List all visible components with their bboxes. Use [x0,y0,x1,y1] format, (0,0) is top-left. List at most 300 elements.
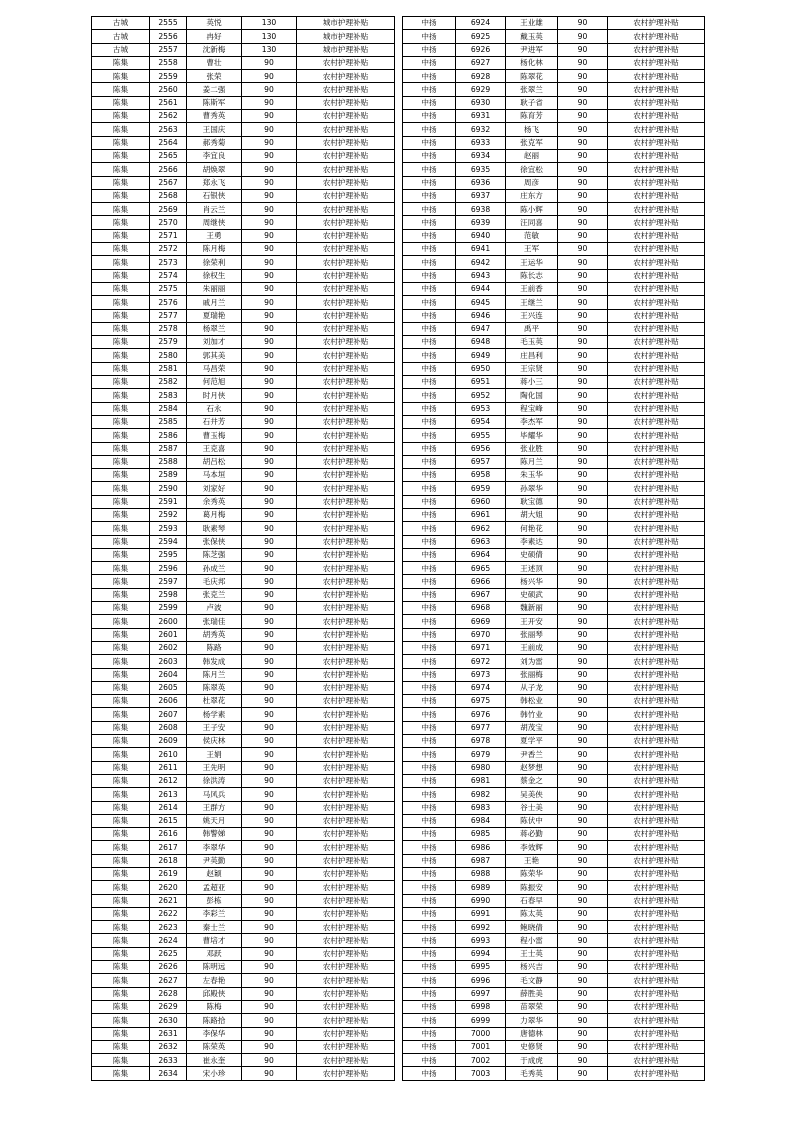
name-cell: 秦士兰 [187,921,242,934]
amount-cell: 90 [558,216,608,229]
town-cell: 中扬 [403,163,456,176]
town-cell: 中扬 [403,1067,456,1080]
table-row [403,575,705,588]
serial-number-cell: 6982 [456,788,506,801]
town-cell: 中扬 [403,921,456,934]
subsidy-type-cell: 农村护理补贴 [297,894,395,907]
subsidy-type-cell: 农村护理补贴 [608,961,705,974]
table-row [403,30,705,43]
table-row [403,469,705,482]
town-cell: 陈集 [92,362,150,375]
town-cell: 中扬 [403,907,456,920]
serial-number-cell: 6977 [456,721,506,734]
subsidy-type-cell: 农村护理补贴 [608,761,705,774]
town-cell: 中扬 [403,43,456,56]
serial-number-cell: 6967 [456,588,506,601]
town-cell: 中扬 [403,442,456,455]
subsidy-type-cell: 农村护理补贴 [608,774,705,787]
subsidy-type-cell: 农村护理补贴 [608,56,705,69]
table-row [403,1027,705,1040]
name-cell: 陈斯军 [187,96,242,109]
town-cell: 中扬 [403,695,456,708]
table-row [92,907,395,920]
subsidy-type-cell: 农村护理补贴 [297,256,395,269]
serial-number-cell: 6960 [456,495,506,508]
serial-number-cell: 6981 [456,774,506,787]
amount-cell: 90 [558,1054,608,1067]
table-row [403,641,705,654]
town-cell: 陈集 [92,243,150,256]
serial-number-cell: 2621 [150,894,187,907]
serial-number-cell: 6931 [456,110,506,123]
name-cell: 魏新丽 [506,602,558,615]
name-cell: 刘为雷 [506,655,558,668]
town-cell: 陈集 [92,56,150,69]
serial-number-cell: 6946 [456,309,506,322]
subsidy-type-cell: 农村护理补贴 [608,189,705,202]
town-cell: 陈集 [92,828,150,841]
serial-number-cell: 6944 [456,282,506,295]
amount-cell: 90 [558,535,608,548]
town-cell: 中扬 [403,868,456,881]
amount-cell: 90 [558,455,608,468]
subsidy-type-cell: 农村护理补贴 [297,282,395,295]
town-cell: 中扬 [403,136,456,149]
subsidy-type-cell: 农村护理补贴 [297,868,395,881]
name-cell: 王宗贤 [506,362,558,375]
subsidy-type-cell: 农村护理补贴 [608,482,705,495]
name-cell: 周继侠 [187,216,242,229]
name-cell: 张克兰 [187,588,242,601]
town-cell: 陈集 [92,83,150,96]
table-row [403,735,705,748]
name-cell: 毛秀英 [506,1067,558,1080]
table-row [403,961,705,974]
subsidy-type-cell: 农村护理补贴 [297,362,395,375]
subsidy-type-cell: 农村护理补贴 [608,1040,705,1053]
serial-number-cell: 6948 [456,336,506,349]
serial-number-cell: 6926 [456,43,506,56]
amount-cell: 90 [242,123,297,136]
name-cell: 马风兵 [187,788,242,801]
name-cell: 李素达 [506,535,558,548]
town-cell: 中扬 [403,149,456,162]
name-cell: 邓跃 [187,947,242,960]
serial-number-cell: 2581 [150,362,187,375]
subsidy-type-cell: 农村护理补贴 [608,615,705,628]
serial-number-cell: 2591 [150,495,187,508]
town-cell: 陈集 [92,628,150,641]
subsidy-type-cell: 农村护理补贴 [297,841,395,854]
amount-cell: 90 [558,43,608,56]
amount-cell: 90 [242,748,297,761]
subsidy-type-cell: 农村护理补贴 [608,136,705,149]
name-cell: 徐荣利 [187,256,242,269]
serial-number-cell: 2562 [150,110,187,123]
serial-number-cell: 2568 [150,189,187,202]
serial-number-cell: 2558 [150,56,187,69]
amount-cell: 90 [242,708,297,721]
town-cell: 中扬 [403,628,456,641]
table-row [92,774,395,787]
subsidy-type-cell: 农村护理补贴 [608,508,705,521]
table-row [403,83,705,96]
name-cell: 王业雄 [506,17,558,30]
name-cell: 张丽梅 [506,668,558,681]
name-cell: 杨翠兰 [187,322,242,335]
subsidy-type-cell: 农村护理补贴 [297,216,395,229]
subsidy-type-cell: 农村护理补贴 [608,256,705,269]
table-row [92,30,395,43]
subsidy-type-cell: 农村护理补贴 [608,336,705,349]
town-cell: 中扬 [403,668,456,681]
table-row [403,1067,705,1080]
town-cell: 陈集 [92,708,150,721]
town-cell: 中扬 [403,429,456,442]
name-cell: 余秀英 [187,495,242,508]
town-cell: 中扬 [403,256,456,269]
town-cell: 陈集 [92,774,150,787]
serial-number-cell: 6952 [456,389,506,402]
serial-number-cell: 6938 [456,203,506,216]
amount-cell: 90 [242,774,297,787]
subsidy-type-cell: 农村护理补贴 [608,668,705,681]
name-cell: 王述顶 [506,562,558,575]
name-cell: 徐洪涛 [187,774,242,787]
town-cell: 陈集 [92,854,150,867]
table-row [92,123,395,136]
name-cell: 朱丽丽 [187,282,242,295]
town-cell: 中扬 [403,83,456,96]
amount-cell: 90 [558,801,608,814]
table-row [92,110,395,123]
subsidy-type-cell: 农村护理补贴 [608,1054,705,1067]
amount-cell: 90 [558,828,608,841]
amount-cell: 90 [558,402,608,415]
name-cell: 李效辉 [506,841,558,854]
town-cell: 陈集 [92,1014,150,1027]
town-cell: 中扬 [403,801,456,814]
subsidy-type-cell: 农村护理补贴 [297,349,395,362]
amount-cell: 90 [558,562,608,575]
table-row [403,655,705,668]
amount-cell: 90 [242,894,297,907]
town-cell: 中扬 [403,708,456,721]
town-cell: 中扬 [403,788,456,801]
amount-cell: 90 [242,721,297,734]
amount-cell: 90 [242,83,297,96]
town-cell: 中扬 [403,362,456,375]
town-cell: 中扬 [403,934,456,947]
amount-cell: 90 [558,615,608,628]
subsidy-type-cell: 农村护理补贴 [608,389,705,402]
serial-number-cell: 2574 [150,269,187,282]
town-cell: 中扬 [403,322,456,335]
amount-cell: 90 [242,987,297,1000]
serial-number-cell: 6934 [456,149,506,162]
table-row [92,442,395,455]
table-row [92,309,395,322]
subsidy-type-cell: 农村护理补贴 [608,841,705,854]
table-row [403,136,705,149]
amount-cell: 90 [558,296,608,309]
amount-cell: 90 [242,415,297,428]
name-cell: 陈月兰 [187,668,242,681]
serial-number-cell: 2623 [150,921,187,934]
subsidy-type-cell: 农村护理补贴 [297,681,395,694]
town-cell: 中扬 [403,1027,456,1040]
subsidy-type-cell: 农村护理补贴 [297,1000,395,1013]
town-cell: 陈集 [92,389,150,402]
table-row [92,854,395,867]
left-subsidy-table [91,16,395,1081]
subsidy-type-cell: 农村护理补贴 [608,149,705,162]
town-cell: 中扬 [403,455,456,468]
subsidy-type-cell: 农村护理补贴 [608,309,705,322]
table-row [403,455,705,468]
table-row [403,1054,705,1067]
name-cell: 王群方 [187,801,242,814]
name-cell: 史修贤 [506,1040,558,1053]
subsidy-type-cell: 农村护理补贴 [297,548,395,561]
town-cell: 陈集 [92,761,150,774]
name-cell: 王兴连 [506,309,558,322]
amount-cell: 90 [242,841,297,854]
amount-cell: 130 [242,43,297,56]
serial-number-cell: 6970 [456,628,506,641]
subsidy-type-cell: 农村护理补贴 [608,322,705,335]
serial-number-cell: 2602 [150,641,187,654]
serial-number-cell: 6968 [456,602,506,615]
subsidy-type-cell: 农村护理补贴 [608,1027,705,1040]
serial-number-cell: 6999 [456,1014,506,1027]
amount-cell: 90 [242,70,297,83]
name-cell: 石银侠 [187,189,242,202]
subsidy-type-cell: 农村护理补贴 [297,974,395,987]
subsidy-type-cell: 农村护理补贴 [608,814,705,827]
table-row [92,668,395,681]
name-cell: 陈长志 [506,269,558,282]
serial-number-cell: 2617 [150,841,187,854]
subsidy-type-cell: 农村护理补贴 [297,668,395,681]
name-cell: 何艳花 [506,522,558,535]
town-cell: 陈集 [92,256,150,269]
amount-cell: 90 [558,256,608,269]
subsidy-type-cell: 农村护理补贴 [608,203,705,216]
table-row [92,588,395,601]
town-cell: 中扬 [403,881,456,894]
town-cell: 中扬 [403,415,456,428]
serial-number-cell: 6996 [456,974,506,987]
subsidy-type-cell: 农村护理补贴 [608,269,705,282]
table-row [92,721,395,734]
town-cell: 中扬 [403,176,456,189]
name-cell: 孙成兰 [187,562,242,575]
serial-number-cell: 6976 [456,708,506,721]
serial-number-cell: 6925 [456,30,506,43]
subsidy-type-cell: 农村护理补贴 [297,934,395,947]
amount-cell: 90 [242,296,297,309]
town-cell: 中扬 [403,309,456,322]
town-cell: 中扬 [403,548,456,561]
serial-number-cell: 6959 [456,482,506,495]
subsidy-type-cell: 农村护理补贴 [297,562,395,575]
table-row [92,389,395,402]
name-cell: 蒋必勤 [506,828,558,841]
table-row [92,655,395,668]
name-cell: 张克军 [506,136,558,149]
name-cell: 戚月兰 [187,296,242,309]
name-cell: 杨学素 [187,708,242,721]
serial-number-cell: 2571 [150,229,187,242]
subsidy-type-cell: 城市护理补贴 [297,43,395,56]
subsidy-type-cell: 农村护理补贴 [297,110,395,123]
town-cell: 中扬 [403,774,456,787]
serial-number-cell: 2627 [150,974,187,987]
name-cell: 曹培才 [187,934,242,947]
name-cell: 韩发成 [187,655,242,668]
name-cell: 吴美侠 [506,788,558,801]
amount-cell: 90 [558,163,608,176]
amount-cell: 90 [242,1067,297,1080]
table-row [92,229,395,242]
name-cell: 杨兴华 [506,575,558,588]
amount-cell: 90 [558,376,608,389]
subsidy-type-cell: 农村护理补贴 [608,123,705,136]
amount-cell: 90 [242,801,297,814]
subsidy-type-cell: 农村护理补贴 [608,655,705,668]
name-cell: 侯庆林 [187,735,242,748]
subsidy-type-cell: 农村护理补贴 [297,748,395,761]
subsidy-type-cell: 农村护理补贴 [297,309,395,322]
serial-number-cell: 6927 [456,56,506,69]
serial-number-cell: 2604 [150,668,187,681]
name-cell: 史硕武 [506,588,558,601]
serial-number-cell: 2633 [150,1054,187,1067]
serial-number-cell: 6928 [456,70,506,83]
subsidy-type-cell: 城市护理补贴 [297,30,395,43]
amount-cell: 90 [558,681,608,694]
table-row [403,402,705,415]
town-cell: 中扬 [403,721,456,734]
subsidy-type-cell: 农村护理补贴 [297,1014,395,1027]
amount-cell: 90 [558,322,608,335]
serial-number-cell: 2620 [150,881,187,894]
town-cell: 陈集 [92,695,150,708]
town-cell: 陈集 [92,482,150,495]
amount-cell: 90 [242,349,297,362]
amount-cell: 90 [558,429,608,442]
amount-cell: 90 [558,934,608,947]
table-row [403,216,705,229]
serial-number-cell: 2560 [150,83,187,96]
name-cell: 石井芳 [187,415,242,428]
table-row [403,788,705,801]
amount-cell: 90 [242,508,297,521]
subsidy-type-cell: 农村护理补贴 [297,801,395,814]
table-row [403,947,705,960]
table-row [403,668,705,681]
amount-cell: 90 [242,1000,297,1013]
subsidy-type-cell: 农村护理补贴 [297,56,395,69]
name-cell: 冉好 [187,30,242,43]
name-cell: 彭栋 [187,894,242,907]
serial-number-cell: 6971 [456,641,506,654]
town-cell: 中扬 [403,96,456,109]
town-cell: 陈集 [92,203,150,216]
amount-cell: 90 [558,469,608,482]
subsidy-type-cell: 农村护理补贴 [608,695,705,708]
table-row [92,203,395,216]
subsidy-type-cell: 农村护理补贴 [608,216,705,229]
serial-number-cell: 2605 [150,681,187,694]
table-row [92,149,395,162]
serial-number-cell: 2586 [150,429,187,442]
serial-number-cell: 6932 [456,123,506,136]
serial-number-cell: 6979 [456,748,506,761]
amount-cell: 90 [558,668,608,681]
town-cell: 陈集 [92,934,150,947]
serial-number-cell: 6930 [456,96,506,109]
amount-cell: 90 [558,17,608,30]
serial-number-cell: 2603 [150,655,187,668]
subsidy-type-cell: 农村护理补贴 [297,123,395,136]
subsidy-type-cell: 农村护理补贴 [297,482,395,495]
name-cell: 马昌荣 [187,362,242,375]
table-row [92,136,395,149]
name-cell: 卢波 [187,602,242,615]
amount-cell: 90 [242,907,297,920]
amount-cell: 90 [558,1000,608,1013]
amount-cell: 90 [242,628,297,641]
subsidy-type-cell: 农村护理补贴 [297,269,395,282]
amount-cell: 130 [242,17,297,30]
town-cell: 中扬 [403,243,456,256]
serial-number-cell: 6989 [456,881,506,894]
subsidy-type-cell: 农村护理补贴 [608,442,705,455]
town-cell: 陈集 [92,588,150,601]
table-row [92,176,395,189]
amount-cell: 90 [558,522,608,535]
amount-cell: 90 [242,482,297,495]
table-row [92,735,395,748]
amount-cell: 90 [242,1040,297,1053]
town-cell: 中扬 [403,110,456,123]
serial-number-cell: 2609 [150,735,187,748]
table-row [92,841,395,854]
serial-number-cell: 7002 [456,1054,506,1067]
table-row [92,1000,395,1013]
amount-cell: 90 [242,814,297,827]
subsidy-type-cell: 农村护理补贴 [608,748,705,761]
amount-cell: 90 [558,575,608,588]
name-cell: 孟超亚 [187,881,242,894]
amount-cell: 90 [242,1054,297,1067]
town-cell: 中扬 [403,376,456,389]
table-row [403,43,705,56]
table-row [92,216,395,229]
subsidy-type-cell: 农村护理补贴 [297,588,395,601]
subsidy-type-cell: 农村护理补贴 [608,894,705,907]
amount-cell: 90 [558,336,608,349]
amount-cell: 90 [242,854,297,867]
subsidy-type-cell: 农村护理补贴 [608,415,705,428]
table-row [403,415,705,428]
amount-cell: 90 [242,110,297,123]
town-cell: 陈集 [92,229,150,242]
subsidy-type-cell: 农村护理补贴 [297,149,395,162]
name-cell: 耿子省 [506,96,558,109]
